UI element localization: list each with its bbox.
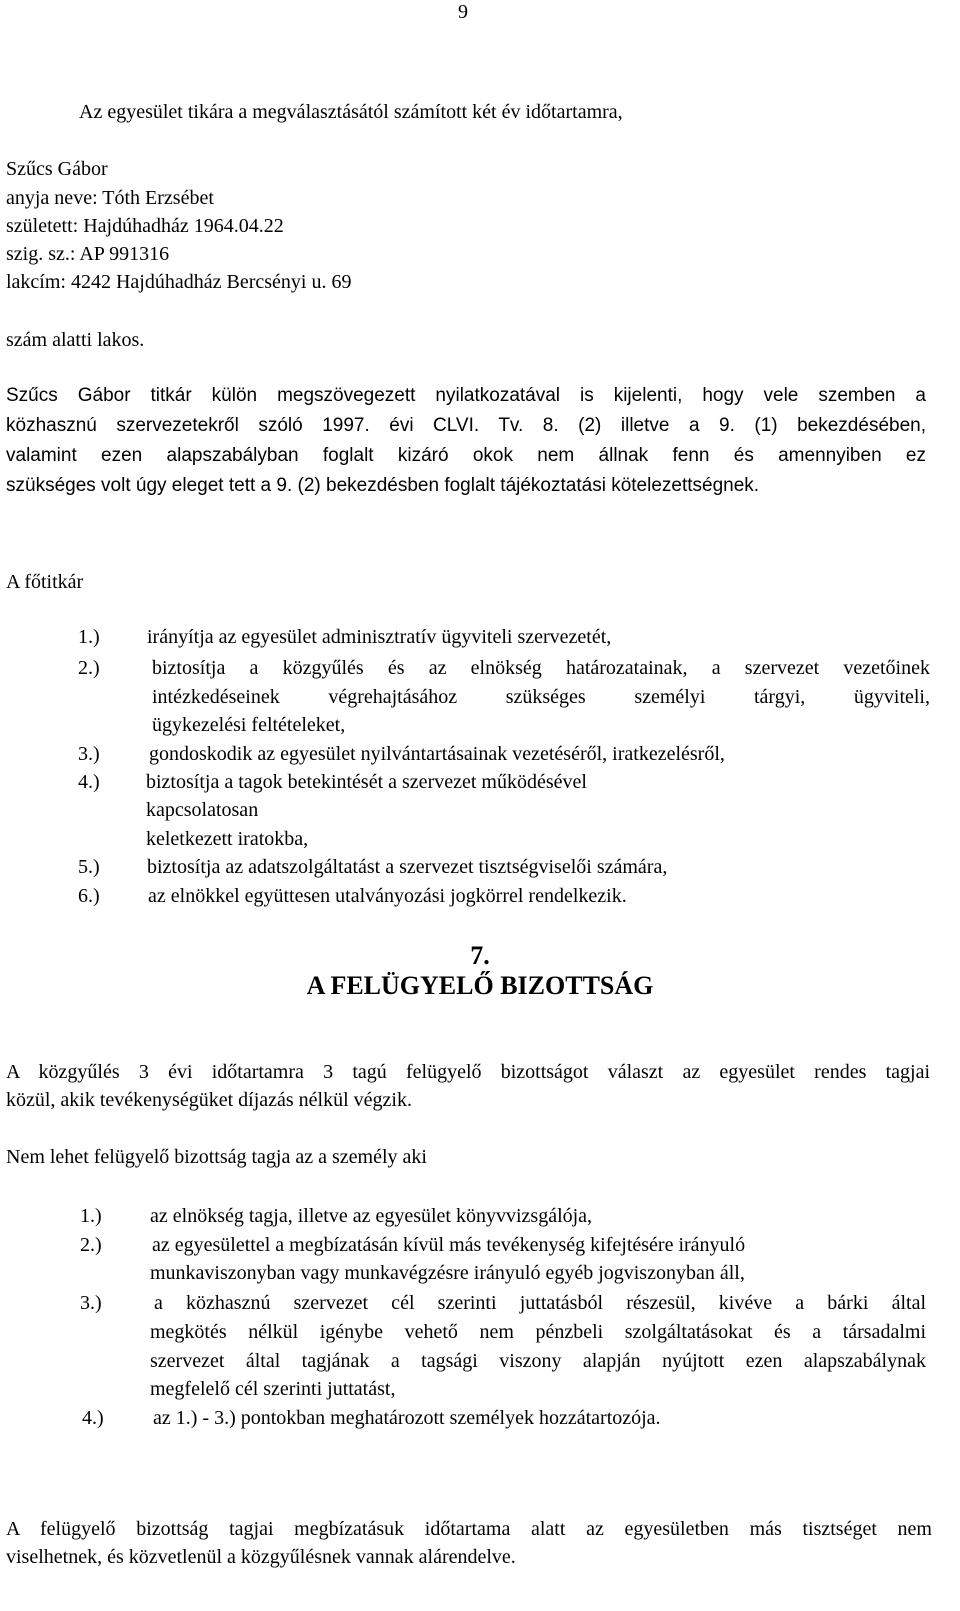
exclusion-intro: Nem lehet felügyelő bizottság tagja az a személy aki xyxy=(6,1146,427,1168)
list-item-number: 4.) xyxy=(82,1407,104,1429)
list-item-text: gondoskodik az egyesület nyilvántartásainak vezetéséről, iratkezelésről, xyxy=(149,743,725,765)
list-item-text: intézkedéseinek végrehajtásához szükséges személyi tárgyi, ügyviteli, xyxy=(152,686,930,708)
list-item-number: 3.) xyxy=(80,1292,102,1314)
declaration-line: valamint ezen alapszabályban foglalt kizáró okok nem állnak fenn és amennyiben ez xyxy=(6,445,926,466)
list-item-number: 2.) xyxy=(78,657,100,679)
section-number: 7. xyxy=(470,941,490,970)
list-item-text: a közhasznú szervezet cél szerinti juttatásból részesül, kivéve a bárki által xyxy=(154,1292,926,1314)
list-item-text: megkötés nélkül igénybe vehető nem pénzbeli szolgáltatásokat és a társadalmi xyxy=(150,1321,926,1343)
secretary-general-heading: A főtitkár xyxy=(6,571,84,593)
list-item-text: ügykezelési feltételeket, xyxy=(152,714,346,736)
person-birth: született: Hajdúhadház 1964.04.22 xyxy=(6,215,284,237)
list-item-number: 5.) xyxy=(78,856,100,878)
declaration-line: Szűcs Gábor titkár külön megszövegezett nyilatkozatával is kijelenti, hogy vele szemben a xyxy=(6,385,926,406)
list-item-text: biztosítja a közgyűlés és az elnökség határozatainak, a szervezet vezetőinek xyxy=(152,657,930,679)
intro-line: Az egyesület tikára a megválasztásától számított két év időtartamra, xyxy=(79,101,623,123)
list-item-text: kapcsolatosan xyxy=(146,799,259,821)
section-title: A FELÜGYELŐ BIZOTTSÁG xyxy=(306,971,654,1000)
list-item-number: 2.) xyxy=(80,1234,102,1256)
list-item-number: 6.) xyxy=(78,885,100,907)
board-paragraph-line: A közgyűlés 3 évi időtartamra 3 tagú felügyelő bizottságot választ az egyesület rendes tagjai xyxy=(6,1061,930,1083)
board-paragraph-line: közül, akik tevékenységüket díjazás nélkül végzik. xyxy=(6,1089,412,1111)
closing-paragraph-line: A felügyelő bizottság tagjai megbízatásuk időtartama alatt az egyesületben más tisztséget nem xyxy=(6,1518,932,1540)
list-item-text: az elnökkel együttesen utalványozási jogkörrel rendelkezik. xyxy=(148,885,627,907)
list-item-number: 1.) xyxy=(80,1205,102,1227)
declaration-line: szükséges volt úgy eleget tett a 9. (2) bekezdésben foglalt tájékoztatási kötelezettségnek. xyxy=(6,475,760,496)
list-item-text: irányítja az egyesület adminisztratív ügyviteli szervezetét, xyxy=(147,626,612,648)
person-name: Szűcs Gábor xyxy=(6,158,108,180)
list-item-number: 4.) xyxy=(78,771,100,793)
list-item-text: az 1.) - 3.) pontokban meghatározott személyek hozzátartozója. xyxy=(153,1407,661,1429)
list-item-text: keletkezett iratokba, xyxy=(146,828,309,850)
list-item-text: szervezet által tagjának a tagsági viszony alapján nyújtott ezen alapszabálynak xyxy=(150,1350,926,1372)
list-item-text: megfelelő cél szerinti juttatást, xyxy=(150,1378,396,1400)
list-item-number: 1.) xyxy=(78,626,100,648)
list-item-text: munkaviszonyban vagy munkavégzésre irányuló egyéb jogviszonyban áll, xyxy=(150,1262,745,1284)
list-item-number: 3.) xyxy=(78,743,100,765)
list-item-text: biztosítja a tagok betekintését a szervezet működésével xyxy=(146,771,587,793)
person-address: lakcím: 4242 Hajdúhadház Bercsényi u. 69 xyxy=(6,271,352,293)
list-item-text: biztosítja az adatszolgáltatást a szervezet tisztségviselői számára, xyxy=(147,856,668,878)
list-item-text: az elnökség tagja, illetve az egyesület könyvvizsgálója, xyxy=(150,1205,593,1227)
declaration-line: közhasznú szervezetekről szóló 1997. évi CLVI. Tv. 8. (2) illetve a 9. (1) bekezdésében, xyxy=(6,415,926,436)
list-item-text: az egyesülettel a megbízatásán kívül más tevékenység kifejtésére irányuló xyxy=(152,1234,746,1256)
person-mother: anyja neve: Tóth Erzsébet xyxy=(6,187,214,209)
person-resident: szám alatti lakos. xyxy=(6,329,145,351)
page-number: 9 xyxy=(458,1,468,23)
person-id: szig. sz.: AP 991316 xyxy=(6,243,170,265)
closing-paragraph-line: viselhetnek, és közvetlenül a közgyűlésnek vannak alárendelve. xyxy=(6,1546,516,1568)
